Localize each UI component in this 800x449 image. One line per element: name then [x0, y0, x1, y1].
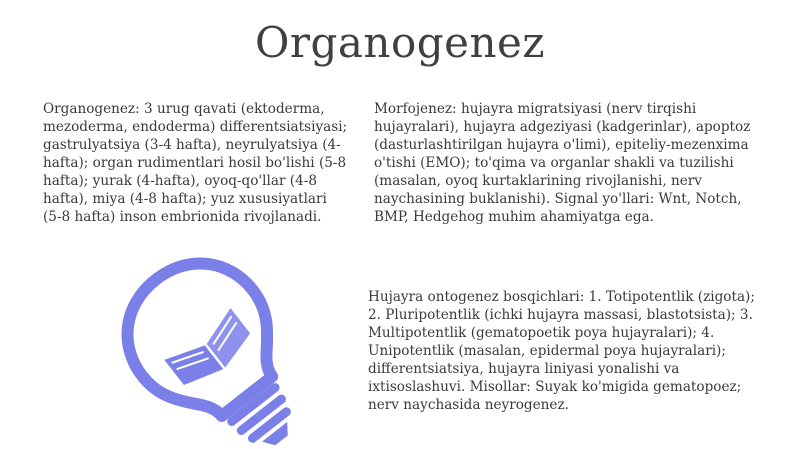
- slide-title: Organogenez: [254, 18, 546, 67]
- morphogenesis-text: Morfojenez: hujayra migratsiyasi (nerv tirqishi hujayralari), hujayra adgeziyasi (kadgerinlar), apoptoz (dasturlashtirilgan hujayra o'limi), epiteliy-mezenxima o'tishi (EMO); to'qima va organlar shakli va tuzilishi (masalan, oyoq kurtaklarining rivojlanishi, nerv naychasining buklanishi). Signal yo'llari: Wnt, Notch, BMP, Hedgehog muhim ahamiyatga ega.: [374, 101, 751, 225]
- cell-ontogenesis-text: Hujayra ontogenez bosqichlari: 1. Totipotentlik (zigota); 2. Pluripotentlik (ichki hujayra massasi, blastotsista); 3. Multipotentlik (gematopoetik poya hujayralari); 4. Unipotentlik (masalan, epidermal poya hujayralari); differentsiatsiya, hujayra liniyasi yonalishi va ixtisoslashuvi. Misollar: Suyak ko'migida gematopoez; nerv naychasida neyrogenez.: [368, 289, 755, 413]
- organogenesis-text: Organogenez: 3 urug qavati (ektoderma, mezoderma, endoderma) differentsiatsiyasi; gastrulyatsiya (3-4 hafta), neyrulyatsiya (4-hafta); organ rudimentlari hosil bo'lishi (5-8 hafta); yurak (4-hafta), oyoq-qo'llar (4-8 hafta), miya (4-8 hafta); yuz xususiyatlari (5-8 hafta) inson embrionida rivojlanadi.: [43, 101, 348, 225]
- lightbulb-book-icon: [110, 253, 310, 445]
